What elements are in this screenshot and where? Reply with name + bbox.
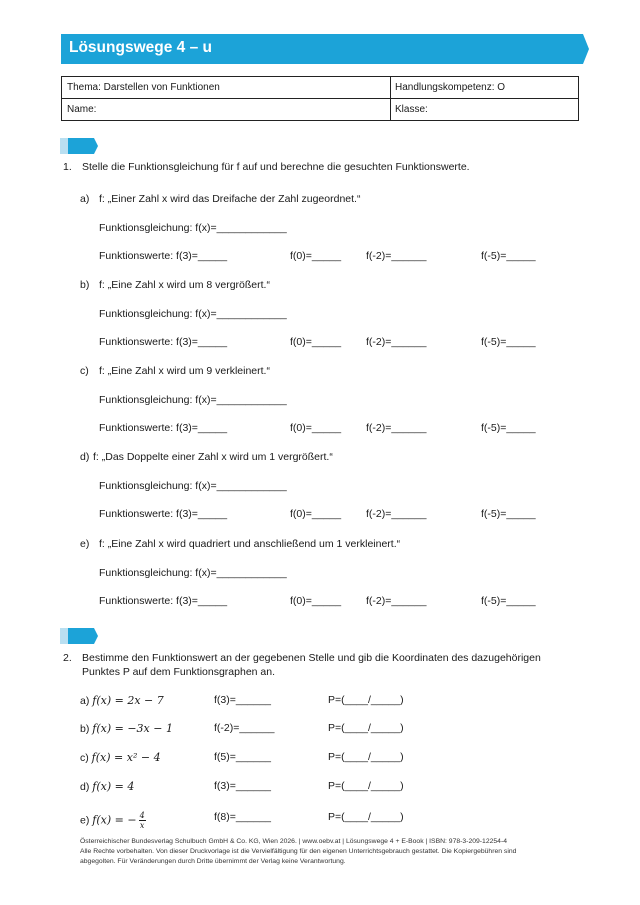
q1-funktionsgleichung: Funktionsgleichung: f(x)=____________ bbox=[99, 308, 287, 320]
q1-wert-fm2: f(-2)=______ bbox=[366, 595, 427, 607]
q2-item-row bbox=[80, 780, 134, 793]
q2-formula: f(x) = −3x − 1 bbox=[92, 722, 173, 735]
q1-item-label: e) bbox=[80, 538, 90, 550]
q1-funktionsgleichung: Funktionsgleichung: f(x)=____________ bbox=[99, 394, 287, 406]
q2-point: P=(____/_____) bbox=[328, 811, 404, 823]
q1-wert-fm5: f(-5)=_____ bbox=[481, 336, 536, 348]
footer-line-1: Österreichischer Bundesverlag Schulbuch GmbH & Co. KG, Wien 2026. | www.oebv.at | Lösungswege 4 + E-Book | ISBN: 978-3-209-12254-4 bbox=[80, 838, 507, 845]
q2-formula: f(x) = − bbox=[92, 813, 137, 827]
section-marker-1-icon bbox=[60, 138, 98, 154]
q1-wert-fm2: f(-2)=______ bbox=[366, 422, 427, 434]
q2-value: f(8)=______ bbox=[214, 811, 271, 823]
q2-point: P=(____/_____) bbox=[328, 722, 404, 734]
q2-item-row bbox=[80, 751, 161, 764]
q1-funktionswerte: Funktionswerte: f(3)=_____ bbox=[99, 250, 228, 262]
q2-item-row bbox=[80, 722, 173, 735]
q1-wert-f0: f(0)=_____ bbox=[290, 250, 342, 262]
q2-point: P=(____/_____) bbox=[328, 694, 404, 706]
q1-funktionswerte: Funktionswerte: f(3)=_____ bbox=[99, 336, 228, 348]
info-kompetenz: Handlungskompetenz: O bbox=[395, 82, 506, 93]
q2-formula: f(x) = x² − 4 bbox=[91, 751, 161, 764]
q1-wert-f0: f(0)=_____ bbox=[290, 508, 342, 520]
footer-line-2: Alle Rechte vorbehalten. Von dieser Druckvorlage ist die Vervielfältigung für den eigenen Unterrichtsgebrauch gestattet. Die Kopiergebühren sind bbox=[80, 848, 517, 855]
q2-fraction-numerator: 4 bbox=[139, 811, 145, 820]
info-name: Name: bbox=[67, 104, 97, 115]
q2-value: f(-2)=______ bbox=[214, 722, 275, 734]
q1-item-prompt: f: „Eine Zahl x wird quadriert und anschließend um 1 verkleinert.“ bbox=[99, 538, 401, 550]
q1-wert-fm5: f(-5)=_____ bbox=[481, 595, 536, 607]
q1-item-label: a) bbox=[80, 193, 90, 205]
q2-item-label: d) bbox=[80, 781, 90, 793]
q1-funktionswerte: Funktionswerte: f(3)=_____ bbox=[99, 422, 228, 434]
q2-value: f(3)=______ bbox=[214, 780, 271, 792]
q1-wert-fm2: f(-2)=______ bbox=[366, 250, 427, 262]
q1-funktionsgleichung: Funktionsgleichung: f(x)=____________ bbox=[99, 222, 287, 234]
footer-line-3: abgegolten. Für Veränderungen durch Dritte übernimmt der Verlag keine Verantwortung. bbox=[80, 858, 346, 865]
q1-wert-f0: f(0)=_____ bbox=[290, 422, 342, 434]
q1-wert-fm2: f(-2)=______ bbox=[366, 508, 427, 520]
question-2-number: 2. bbox=[63, 652, 72, 664]
info-klasse: Klasse: bbox=[395, 104, 428, 115]
q2-formula: f(x) = 4 bbox=[92, 780, 135, 793]
section-marker-2-icon bbox=[60, 628, 98, 644]
q1-wert-fm5: f(-5)=_____ bbox=[481, 508, 536, 520]
q1-item-label: c) bbox=[80, 365, 89, 377]
q1-wert-fm2: f(-2)=______ bbox=[366, 336, 427, 348]
q2-fraction-denominator: x bbox=[139, 821, 145, 830]
q1-wert-f0: f(0)=_____ bbox=[290, 336, 342, 348]
q1-item-prompt: f: „Eine Zahl x wird um 8 vergrößert.“ bbox=[99, 279, 270, 291]
q2-fraction bbox=[139, 811, 146, 830]
q1-item-prompt: f: „Einer Zahl x wird das Dreifache der Zahl zugeordnet.“ bbox=[99, 193, 361, 205]
q2-item-label: e) bbox=[80, 814, 90, 827]
q1-funktionsgleichung: Funktionsgleichung: f(x)=____________ bbox=[99, 480, 287, 492]
q2-point: P=(____/_____) bbox=[328, 780, 404, 792]
q1-funktionswerte: Funktionswerte: f(3)=_____ bbox=[99, 508, 228, 520]
info-thema: Thema: Darstellen von Funktionen bbox=[67, 82, 220, 93]
q1-item-prompt: f: „Eine Zahl x wird um 9 verkleinert.“ bbox=[99, 365, 270, 377]
question-1-text: Stelle die Funktionsgleichung für f auf und berechne die gesuchten Funktionswerte. bbox=[82, 161, 470, 173]
q2-formula: f(x) = 2x − 7 bbox=[92, 694, 164, 707]
question-2-text-1: Bestimme den Funktionswert an der gegebenen Stelle und gib die Koordinaten des dazugehörigen bbox=[82, 652, 541, 664]
page-title: Lösungswege 4 – u bbox=[69, 39, 212, 56]
info-table bbox=[61, 76, 579, 121]
q2-item-row bbox=[80, 694, 164, 707]
q2-value: f(5)=______ bbox=[214, 751, 271, 763]
q1-wert-fm5: f(-5)=_____ bbox=[481, 250, 536, 262]
q1-funktionswerte: Funktionswerte: f(3)=_____ bbox=[99, 595, 228, 607]
q2-item-label: c) bbox=[80, 752, 89, 764]
q2-item-label: a) bbox=[80, 695, 90, 707]
q2-value: f(3)=______ bbox=[214, 694, 271, 706]
q1-item-label: d) bbox=[80, 451, 90, 463]
q1-wert-fm5: f(-5)=_____ bbox=[481, 422, 536, 434]
q2-item-label: b) bbox=[80, 723, 90, 735]
q1-wert-f0: f(0)=_____ bbox=[290, 595, 342, 607]
q1-item-label: b) bbox=[80, 279, 90, 291]
q1-funktionsgleichung: Funktionsgleichung: f(x)=____________ bbox=[99, 567, 287, 579]
q2-point: P=(____/_____) bbox=[328, 751, 404, 763]
question-1-number: 1. bbox=[63, 161, 72, 173]
question-2-text-2: Punktes P auf dem Funktionsgraphen an. bbox=[82, 666, 276, 678]
q2-item-row bbox=[80, 811, 146, 830]
q1-item-prompt: f: „Das Doppelte einer Zahl x wird um 1 vergrößert.“ bbox=[93, 451, 333, 463]
